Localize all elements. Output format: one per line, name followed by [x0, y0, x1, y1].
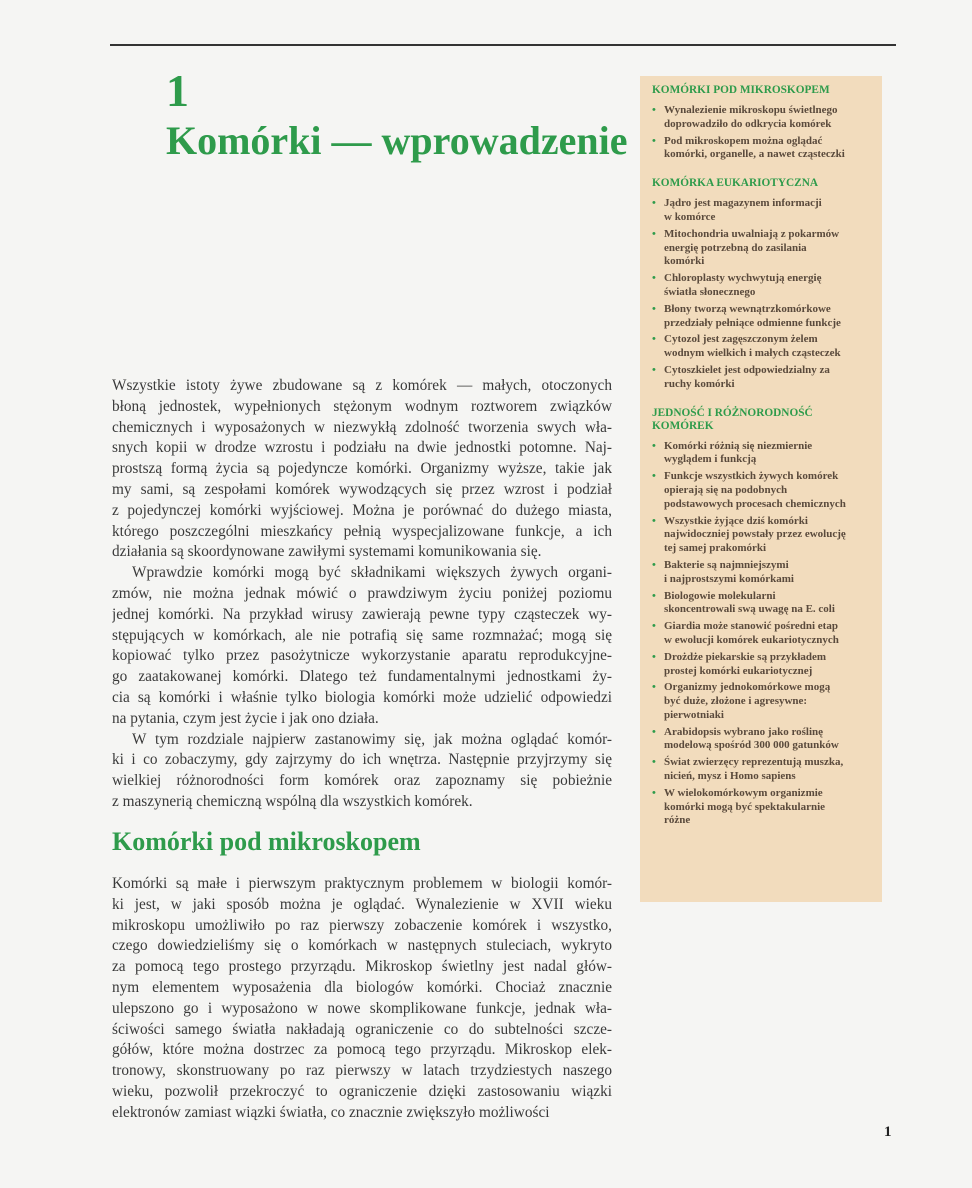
summary-item — [652, 135, 872, 163]
text-line: na pytania, czym jest życie i jak ono działa. — [112, 709, 379, 727]
bullet-icon: • — [652, 272, 656, 285]
summary-item-line: Drożdże piekarskie są przykładem — [664, 650, 827, 663]
text-line: ki jest, w jaki sposób można je oglądać. Wynalezienie w XVII wieku — [112, 895, 612, 913]
paragraph — [112, 376, 612, 563]
summary-item-line: ruchy komórki — [664, 377, 735, 390]
bullet-icon: • — [652, 439, 656, 452]
bullet-icon: • — [652, 650, 656, 663]
summary-item-line: Giardia może stanowić pośredni etap — [664, 620, 838, 633]
text-line: kopiować tylko przez pasożytnicze wykorzystanie aparatu reprodukcyjne- — [112, 647, 612, 665]
summary-item-line: światła słonecznego — [664, 285, 756, 298]
summary-item-line: W wielokomórkowym organizmie — [664, 786, 823, 799]
bullet-icon: • — [652, 620, 656, 633]
summary-item-line: Chloroplasty wychwytują energię — [664, 272, 822, 285]
summary-item — [652, 197, 872, 225]
summary-item-line: Błony tworzą wewnątrzkomórkowe — [664, 302, 831, 315]
text-line: my sami, są zespołami komórek wywodzących się przez wzrost i podział — [112, 480, 612, 498]
text-line: elektronów zamiast wiązki światła, co znacznie zwiększyło możliwości — [112, 1103, 550, 1121]
page-number: 1 — [884, 1124, 892, 1140]
bullet-icon: • — [652, 514, 656, 527]
bullet-icon: • — [652, 363, 656, 376]
summary-item-line: Jądro jest magazynem informacji — [664, 197, 822, 210]
text-line: tronowy, skonstruowany po raz pierwszy w latach trzydziestych naszego — [112, 1062, 612, 1080]
summary-list — [652, 104, 872, 162]
summary-item — [652, 228, 872, 269]
top-rule — [110, 44, 896, 46]
text-line: czego dowiedzieliśmy się o komórkach w następnych stuleciach, wykryto — [112, 937, 612, 955]
summary-item-line: Organizmy jednokomórkowe mogą — [664, 681, 831, 694]
summary-item-line: Biologowie molekularni — [664, 589, 776, 602]
section-text — [112, 874, 612, 1124]
bullet-icon: • — [652, 756, 656, 769]
summary-item-line: wodnym wielkich i małych cząsteczek — [664, 347, 841, 360]
text-line: jednej komórki. Na przykład wirusy zawierają pewne typy cząsteczek wy- — [112, 605, 612, 623]
summary-item-line: prostej komórki eukariotycznej — [664, 664, 813, 677]
summary-item-line: przedziały pełniące odmienne funkcje — [664, 316, 841, 329]
text-line: Wszystkie istoty żywe zbudowane są z komórek — małych, otoczonych — [112, 377, 612, 394]
summary-item-line: Funkcje wszystkich żywych komórek — [664, 470, 839, 483]
bullet-icon: • — [652, 725, 656, 738]
chapter-number: 1 — [166, 65, 189, 116]
text-line: wielkiej różnorodności form komórek oraz zapoznamy się pobieżnie — [112, 772, 612, 790]
text-line: ściwości samego światła nakładają ograniczenie co do subtelności szcze- — [112, 1020, 612, 1038]
chapter-title: Komórki — wprowadzenie — [166, 118, 628, 163]
summary-item-line: tej samej prakomórki — [664, 542, 767, 555]
summary-item — [652, 440, 872, 468]
summary-item-line: skoncentrowali swą uwagę na E. coli — [664, 603, 835, 616]
bullet-icon: • — [652, 227, 656, 240]
bullet-icon: • — [652, 558, 656, 571]
text-line: ki i co zobaczymy, gdy zajrzymy do ich wnętrza. Następnie przyjrzymy się — [112, 751, 612, 769]
summary-item — [652, 787, 872, 828]
summary-item-line: modelową spośród 300 000 gatunków — [664, 739, 839, 752]
summary-item-line: najwidoczniej powstały przez ewolucję — [664, 528, 846, 541]
summary-item-line: pierwotniaki — [664, 708, 724, 721]
summary-item-line: Komórki różnią się niezmiernie — [664, 439, 813, 452]
text-line: za pomocą tego prostego przyrządu. Mikroskop świetlny jest nadal głów- — [112, 958, 612, 976]
text-line: z pojedynczej komórki wyjściowej. Można je porównać do dużego miasta, — [112, 501, 612, 519]
text-line: W tym rozdziale najpierw zastanowimy się, jak można oglądać komór- — [132, 730, 612, 748]
bullet-icon: • — [652, 333, 656, 346]
summary-item — [652, 364, 872, 392]
summary-item-line: Arabidopsis wybrano jako roślinę — [664, 725, 824, 738]
section-heading: Komórki pod mikroskopem — [112, 827, 421, 856]
summary-item-line: doprowadziło do odkrycia komórek — [664, 117, 832, 130]
text-line: go zaatakowanej komórki. Dlatego też fundamentalnymi jednostkami ży- — [112, 668, 612, 686]
chapter-summary-box — [640, 76, 882, 902]
paragraph — [112, 874, 612, 1124]
summary-item — [652, 756, 872, 784]
bullet-icon: • — [652, 104, 656, 116]
bullet-icon: • — [652, 681, 656, 694]
summary-item — [652, 620, 872, 648]
summary-item — [652, 559, 872, 587]
summary-item — [652, 303, 872, 331]
text-line: nym elementem wyposażenia dla biologów komórki. Chociaż znacznie — [112, 978, 612, 996]
summary-item-line: w ewolucji komórek eukariotycznych — [664, 633, 839, 646]
text-line: działania są skoordynowane zawiłymi systemami komunikowania się. — [112, 543, 542, 561]
summary-item-line: podstawowych procesach chemicznych — [664, 497, 846, 510]
summary-item-line: Świat zwierzęcy reprezentują muszka, — [664, 756, 844, 769]
summary-item-line: wyglądem i funkcją — [664, 453, 757, 466]
bullet-icon: • — [652, 786, 656, 799]
summary-item — [652, 681, 872, 722]
summary-heading: JEDNOŚĆ I RÓŻNORODNOŚĆ KOMÓREK — [652, 406, 813, 432]
summary-item-line: w komórce — [664, 210, 716, 223]
text-line: Komórki są małe i pierwszym praktycznym problemem w biologii komór- — [112, 875, 612, 892]
summary-item-line: Cytozol jest zagęszczonym żelem — [664, 333, 818, 346]
summary-item-line: komórki — [664, 255, 705, 268]
summary-item — [652, 726, 872, 754]
bullet-icon: • — [652, 470, 656, 483]
text-line: z maszynerią chemiczną wspólną dla wszystkich komórek. — [112, 792, 473, 810]
text-line: prostszą formą życia są pojedyncze komórki. Organizmy wyższe, takie jak — [112, 460, 612, 478]
summary-list — [652, 197, 872, 391]
text-line: Wprawdzie komórki mogą być składnikami większych żywych organi- — [132, 564, 612, 582]
summary-item — [652, 651, 872, 679]
summary-item-line: Wynalezienie mikroskopu świetlnego — [664, 104, 838, 116]
text-line: stępujących w komórkach, ale nie potrafią się same rozmnażać; mogą się — [112, 626, 612, 644]
summary-item-line: być duże, złożone i agresywne: — [664, 695, 808, 708]
summary-item — [652, 333, 872, 361]
summary-heading: KOMÓRKA EUKARIOTYCZNA — [652, 177, 819, 190]
text-line: snych kopii w drodze wzrostu i podziału na dwie jednostki potomne. Naj- — [112, 439, 612, 457]
summary-item — [652, 590, 872, 618]
summary-item — [652, 272, 872, 300]
text-line: ulepszono go i wyposażono w nowe skomplikowane funkcje, jednak wła- — [112, 999, 612, 1017]
summary-list — [652, 440, 872, 829]
text-line: błoną jednostek, wypełnionych stężonym wodnym roztworem związków — [112, 397, 612, 415]
summary-item-line: różne — [664, 814, 691, 827]
summary-item-line: komórki mogą być spektakularnie — [664, 800, 826, 813]
summary-item-line: komórki, organelle, a nawet cząsteczki — [664, 148, 845, 161]
summary-item-line: opierają się na podobnych — [664, 483, 788, 496]
bullet-icon: • — [652, 134, 656, 147]
summary-item-line: Mitochondria uwalniają z pokarmów — [664, 227, 840, 240]
text-line: chemicznych i wyposażonych w niezwykłą zdolność tworzenia swych wła- — [112, 418, 612, 436]
summary-item-line: nicień, mysz i Homo sapiens — [664, 770, 796, 783]
paragraph — [112, 563, 612, 729]
text-line: cia są komórki i właśnie tylko biologia komórki może udzielić odpowiedzi — [112, 688, 612, 706]
summary-item — [652, 104, 872, 132]
bullet-icon: • — [652, 589, 656, 602]
intro-text — [112, 376, 612, 813]
paragraph — [112, 730, 612, 813]
summary-item-line: energię potrzebną do zasilania — [664, 241, 807, 254]
text-line: wieku, pozwolił przekroczyć to ograniczenie dzięki zastosowaniu wiązki — [112, 1082, 612, 1100]
summary-heading: KOMÓRKI POD MIKROSKOPEM — [652, 84, 830, 96]
summary-item-line: Bakterie są najmniejszymi — [664, 558, 789, 571]
bullet-icon: • — [652, 302, 656, 315]
summary-item-line: Cytoszkielet jest odpowiedzialny za — [664, 363, 830, 376]
text-line: którego poszczególni mieszkańcy pełnią wyspecjalizowane funkcje, a ich — [112, 522, 612, 540]
text-line: zmów, nie można jednak mówić o prawdziwym życiu poniżej poziomu — [112, 584, 612, 602]
text-line: gółów, które można dostrzec za pomocą tego przyrządu. Mikroskop elek- — [112, 1041, 612, 1059]
summary-item-line: i najprostszymi komórkami — [664, 572, 794, 585]
summary-item-line: Pod mikroskopem można oglądać — [664, 134, 823, 147]
text-line: mikroskopu umożliwiło po raz pierwszy zobaczenie komórek i wszystko, — [112, 916, 612, 934]
summary-item — [652, 470, 872, 511]
summary-item-line: Wszystkie żyjące dziś komórki — [664, 514, 808, 527]
bullet-icon: • — [652, 197, 656, 210]
summary-item — [652, 515, 872, 556]
